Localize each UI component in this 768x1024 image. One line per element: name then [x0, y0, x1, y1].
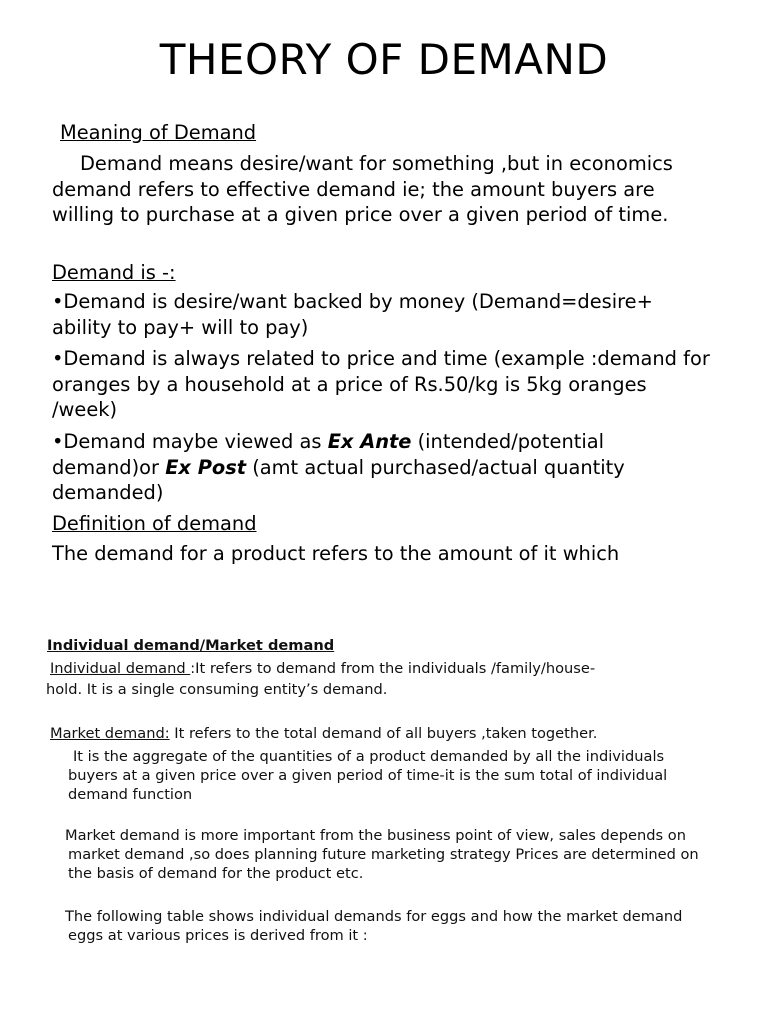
- definition-heading: Definition of demand: [52, 512, 257, 535]
- importance-text: Market demand is more important from the business point of view, sales depends on market demand ,so does planning future marketing strategy Prices are determined on the basis of demand for the product etc.: [65, 827, 699, 882]
- table-intro-text: The following table shows individual demands for eggs and how the market demand eggs at various prices is derived from it :: [65, 908, 683, 944]
- individual-demand-label: Individual demand: [50, 660, 191, 677]
- bullet-2: •Demand is always related to price and time (example :demand for oranges by a household at a price of Rs.50/kg is 5kg oranges /week): [52, 347, 710, 421]
- slide-2: [0, 600, 768, 1024]
- demand-is-heading: Demand is -:: [52, 261, 176, 284]
- bullet-3: [52, 429, 712, 506]
- individual-demand-text: :It refers to demand from the individuals /family/house-: [190, 660, 596, 677]
- market-demand-text: It refers to the total demand of all buyers ,taken together.: [169, 725, 598, 742]
- bullet-1: •Demand is desire/want backed by money (Demand=desire+ ability to pay+ will to pay): [52, 290, 653, 339]
- market-demand-line: [50, 724, 730, 743]
- meaning-heading: Meaning of Demand: [60, 121, 257, 144]
- individual-demand-line-2: hold. It is a single consuming entity’s demand.: [46, 681, 388, 698]
- market-demand-label: Market demand:: [50, 725, 170, 742]
- definition-text: The demand for a product refers to the amount of it which: [52, 542, 620, 565]
- aggregate-text: It is the aggregate of the quantities of a product demanded by all the individuals buyers at a given price over a given period of time-it is the sum total of individual demand function: [68, 748, 668, 803]
- bullet-3-mid: (intended/potential demand)or: [52, 430, 604, 479]
- page-title: THEORY OF DEMAND: [159, 35, 609, 84]
- individual-demand-line: [50, 659, 730, 678]
- bullet-3-post: (amt actual purchased/actual quantity demanded): [52, 455, 625, 504]
- meaning-text: Demand means desire/want for something ,but in economics demand refers to effective demand ie; the amount buyers are willing to purchase at a given price over a given period of time.: [52, 152, 673, 226]
- ex-post-term: Ex Post: [165, 455, 247, 479]
- section-heading: Individual demand/Market demand: [47, 637, 335, 654]
- bullet-3-pre: •Demand maybe viewed as: [52, 430, 328, 453]
- ex-ante-term: Ex Ante: [327, 430, 412, 453]
